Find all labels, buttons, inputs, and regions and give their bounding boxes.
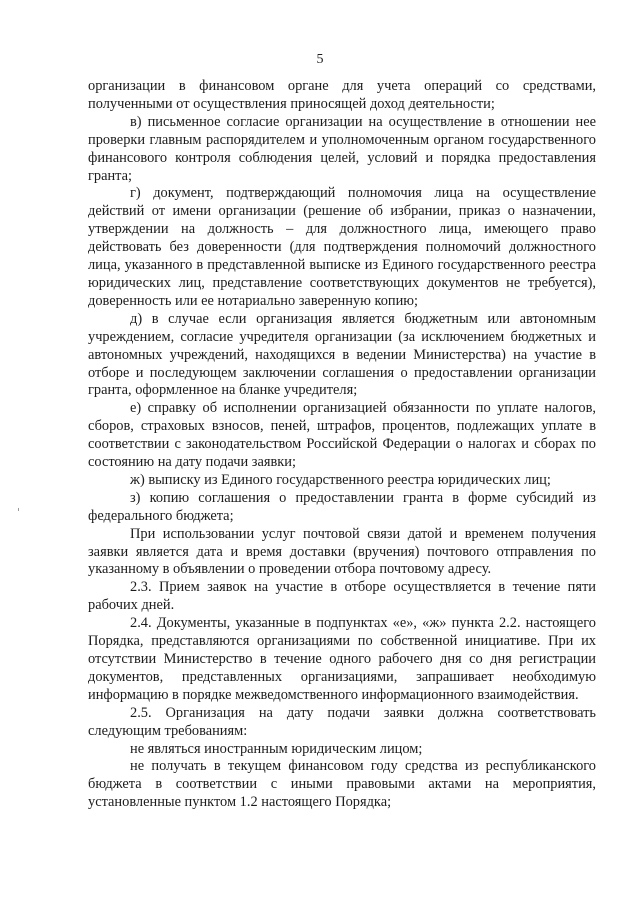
paragraph-item-g: г) документ, подтверждающий полномочия лица на осуществление действий от имени организации (решение об избрании, приказ о назначении, утверждении на должность – для должностного лица, имеющего право действовать без доверенности (для подтверждения полномочий должностного лица, указанного в представленной выписке из Единого государственного реестра юридических лиц, представление соответствующих документов не требуется), доверенность или ее нотариально заверенную копию; (88, 185, 596, 309)
paragraph-2-5: 2.5. Организация на дату подачи заявки должна соответствовать следующим требованиям: (88, 704, 596, 739)
paragraph-2-3: 2.3. Прием заявок на участие в отборе осуществляется в течение пяти рабочих дней. (88, 579, 596, 614)
document-body (88, 78, 596, 812)
paragraph-item-zh: ж) выписку из Единого государственного реестра юридических лиц; (130, 471, 551, 488)
requirement-item: не получать в текущем финансовом году средства из республиканского бюджета в соответствии с иными правовыми актами на мероприятия, установленные пунктом 1.2 настоящего Порядка; (88, 758, 596, 811)
paragraph-continuation: организации в финансовом органе для учета операций со средствами, полученными от осуществления приносящей доход деятельности; (88, 78, 596, 112)
paragraph-item-e: е) справку об исполнении организацией обязанности по уплате налогов, сборов, страховых взносов, пеней, штрафов, процентов, подлежащих уплате в соответствии с законодательством Российской Федерации о налогах и сборах по состоянию на дату подачи заявки; (88, 400, 596, 471)
paragraph-item-v: в) письменное согласие организации на осуществление в отношении нее проверки главным распорядителем и уполномоченным органом государственного финансового контроля соблюдения целей, условий и порядка предоставления гранта; (88, 113, 596, 184)
paragraph-item-d: д) в случае если организация является бюджетным или автономным учреждением, согласие учредителя организации (за исключением бюджетных и автономных учреждений, находящихся в ведении Министерства) на участие в отборе и последующем заключении соглашения о предоставлении организации гранта, оформленное на бланке учредителя; (88, 310, 596, 399)
paragraph-item-z: з) копию соглашения о предоставлении гранта в форме субсидий из федерального бюджета; (88, 489, 596, 524)
requirement-item: не являться иностранным юридическим лицом; (130, 740, 423, 757)
paragraph-2-4: 2.4. Документы, указанные в подпунктах «е», «ж» пункта 2.2. настоящего Порядка, представляются организациями по собственной инициативе. При их отсутствии Министерство в течение одного рабочего дня со дня регистрации документов, представленных организациями, запрашивает необходимую информацию в порядке межведомственного информационного взаимодействия. (88, 615, 596, 703)
paragraph-postal-note: При использовании услуг почтовой связи датой и временем получения заявки является дата и время доставки (вручения) почтового отправления по указанному в объявлении о проведении отбора почтовому адресу. (88, 525, 596, 578)
scan-margin-mark (18, 508, 19, 511)
page-number: 5 (316, 52, 324, 67)
